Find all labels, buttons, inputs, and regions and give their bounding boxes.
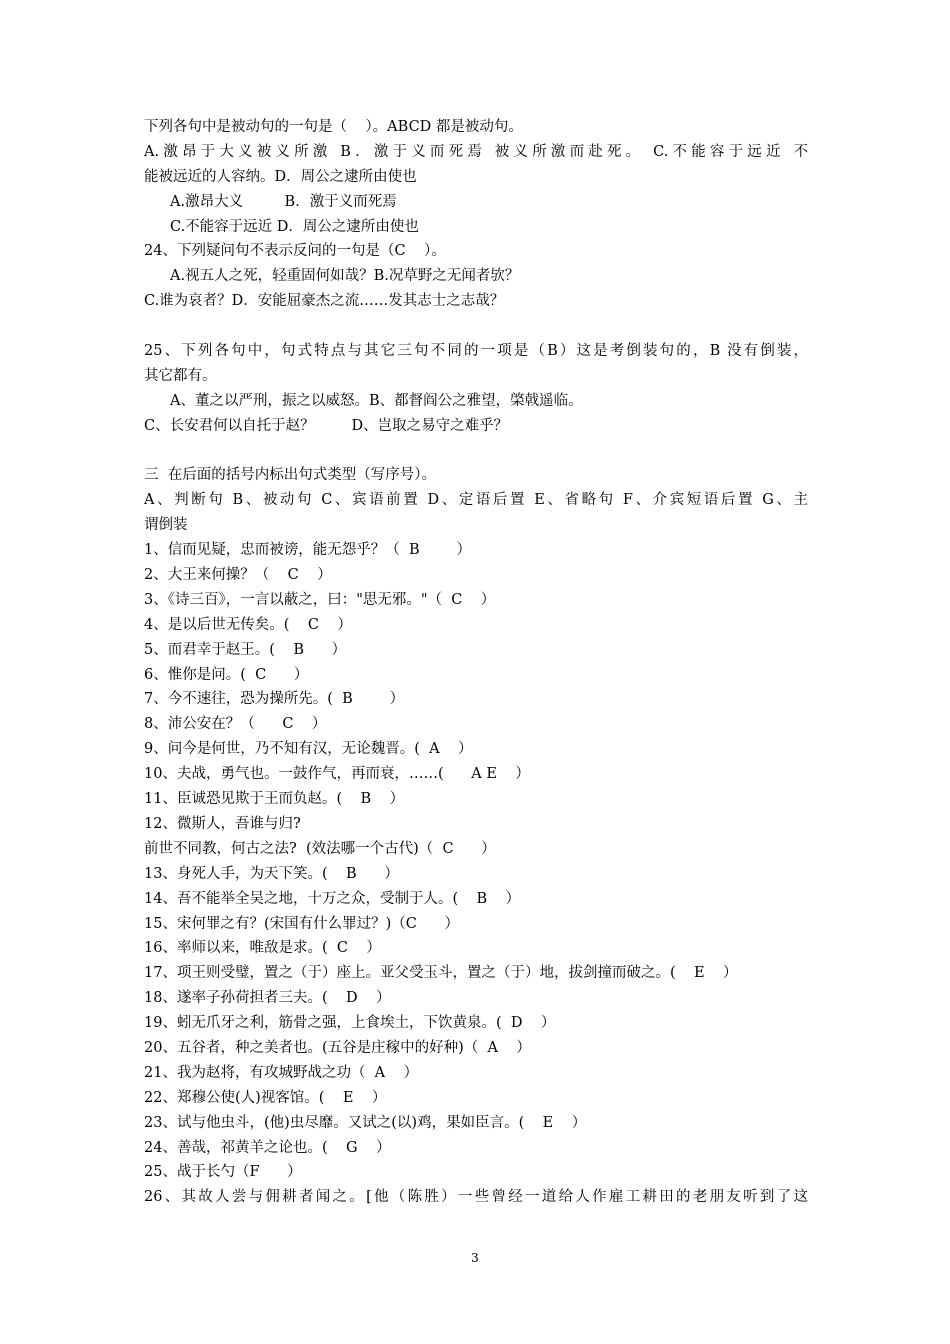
text-line: 17、项王则受璧，置之（于）座上。亚父受玉斗，置之（于）地，拔剑撞而破之。( E ）: [144, 965, 738, 982]
text-line: 25、下列各句中，句式特点与其它三句不同的一项是（B）这是考倒装句的，B 没有倒装，: [144, 343, 808, 360]
text-line: 6、惟你是问。( C ）: [144, 666, 309, 683]
text-line: C.不能容于远近 D．周公之逮所由使也: [170, 218, 419, 235]
text-line: 24、善哉，祁黄羊之论也。( G ）: [144, 1139, 391, 1156]
text-line: 20、五谷者，种之美者也。(五谷是庄稼中的好种)（ A ）: [144, 1039, 531, 1056]
text-line: 其它都有。: [144, 367, 217, 384]
text-line: 13、身死人手，为天下笑。( B ）: [144, 865, 399, 882]
text-line: 24、下列疑问句不表示反问的一句是（C ）。: [144, 243, 446, 260]
text-line: 23、试与他虫斗，(他)虫尽靡。又试之(以)鸡，果如臣言。( E ）: [144, 1114, 587, 1131]
text-line: 9、问今是何世，乃不知有汉，无论魏晋。( A ）: [144, 741, 473, 758]
blank-line: [144, 314, 808, 339]
text-line: 16、率师以来，唯敌是求。( C ）: [144, 940, 381, 957]
text-line: 谓倒装: [144, 517, 188, 534]
text-line: 前世不同教，何古之法? (效法哪一个古代)（ C ）: [144, 840, 496, 857]
text-line: 4、是以后世无传矣。( C ）: [144, 616, 352, 633]
text-line: C.谁为哀者？D．安能屈豪杰之流……发其志士之志哉？: [144, 293, 505, 310]
text-line: 5、而君幸于赵王。( B ）: [144, 641, 347, 658]
text-line: 10、夫战，勇气也。一鼓作气，再而衰，……( A E ）: [144, 766, 530, 783]
text-line: 26、其故人尝与佣耕者闻之。[他（陈胜）一些曾经一道给人作雇工耕田的老朋友听到了这: [144, 1189, 808, 1206]
text-line: A、董之以严刑，振之以威怒。B、都督阎公之雅望，棨戟遥临。: [170, 392, 583, 409]
text-line: 7、今不速往，恐为操所先。( B ）: [144, 691, 405, 708]
text-line: A、判断句 B、被动句 C、宾语前置 D、定语后置 E、省略句 F、介宾短语后置 G、主: [144, 492, 808, 509]
text-line: C、长安君何以自托于赵？ D、岂取之易守之难乎？: [144, 417, 509, 434]
text-line: 11、臣诚恐见欺于王而负赵。( B ）: [144, 791, 405, 808]
text-line: A.激昂大义 B．激于义而死焉: [170, 193, 397, 210]
text-line: A.激昂于大义被义所激 B．激于义而死焉 被义所激而赴死。 C.不能容于远近 不: [144, 143, 808, 160]
text-line: 25、战于长勺（F ）: [144, 1164, 302, 1181]
document-body: [144, 115, 808, 1210]
text-line: A.视五人之死，轻重固何如哉？B.况草野之无闻者欤？: [170, 268, 520, 285]
text-line: 3、《诗三百》，一言以蔽之，曰："思无邪。"（ C ）: [144, 591, 496, 608]
blank-line: [144, 439, 808, 464]
text-line: 1、信而见疑，忠而被谤，能无怨乎？（ B ）: [144, 542, 471, 559]
text-line: 21、我为赵将，有攻城野战之功（ A ）: [144, 1064, 419, 1081]
text-line: 能被远近的人容纳。D．周公之逮所由使也: [144, 168, 417, 185]
text-line: 14、吾不能举全吴之地，十万之众，受制于人。( B ）: [144, 890, 521, 907]
text-line: 2、大王来何操？（ C ）: [144, 567, 332, 584]
text-line: 三 在后面的括号内标出句式类型（写序号）。: [144, 467, 436, 484]
text-line: 18、遂率子孙荷担者三夫。( D ）: [144, 990, 391, 1007]
text-line: 19、蚓无爪牙之利，筋骨之强，上食埃土，下饮黄泉。( D ）: [144, 1015, 556, 1032]
text-line: 22、郑穆公使(人)视客馆。( E ）: [144, 1089, 387, 1106]
text-line: 12、微斯人，吾谁与归?: [144, 815, 301, 832]
text-line: 下列各句中是被动句的一句是（ ）。ABCD 都是被动句。: [144, 119, 523, 135]
text-line: 15、宋何罪之有？(宋国有什么罪过？)（C ）: [144, 915, 460, 932]
page-number: 3: [471, 1251, 479, 1265]
text-line: 8、沛公安在？（ C ）: [144, 716, 327, 733]
